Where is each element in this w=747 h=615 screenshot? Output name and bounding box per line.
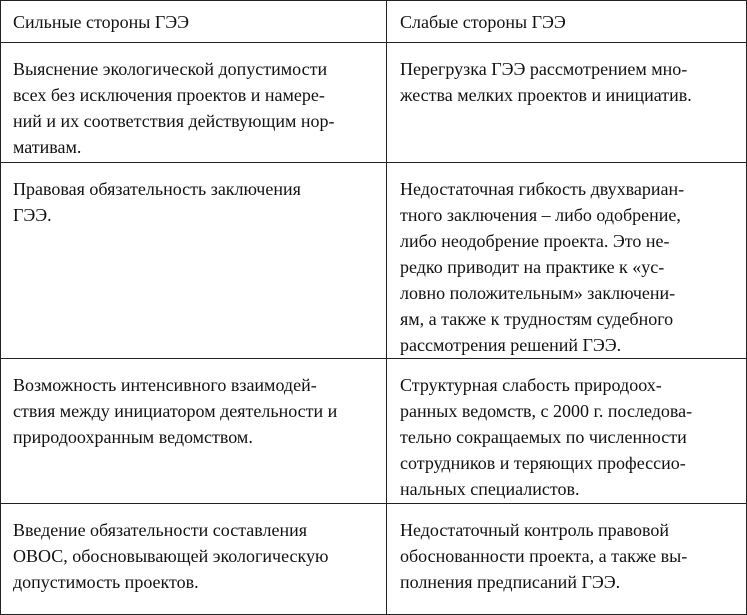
strength-cell bbox=[1, 163, 387, 359]
weakness-text: Недостаточный контроль правовой обоснованности проекта, а также вы- полнения предписаний ГЭЭ. bbox=[400, 520, 688, 592]
weakness-text: Недостаточная гибкость двухвариан- тного заключения – либо одобрение, либо неодобрение проекта. Это не- редко приводит на практике к «ус- ловно положительным» заключени- ям, а также к трудностям судебного рассмотрения решений ГЭЭ. bbox=[400, 179, 685, 355]
table-header-row bbox=[1, 1, 747, 43]
strength-text: Возможность интенсивного взаимодей- ствия между инициатором деятельности и природоохранным ведомством. bbox=[13, 375, 338, 447]
strength-text: Выяснение экологической допустимости всех без исключения проектов и намере- ний и их соответствия действующим нор- мативам. bbox=[13, 59, 335, 157]
header-weaknesses-label: Слабые стороны ГЭЭ bbox=[400, 12, 566, 32]
strength-cell bbox=[1, 43, 387, 163]
weakness-cell bbox=[387, 359, 747, 504]
table-row bbox=[1, 43, 747, 163]
table-row bbox=[1, 504, 747, 615]
weakness-cell bbox=[387, 163, 747, 359]
header-weaknesses bbox=[387, 1, 747, 43]
weakness-text: Перегрузка ГЭЭ рассмотрением мно- жества мелких проектов и инициатив. bbox=[400, 59, 692, 105]
strength-cell bbox=[1, 504, 387, 615]
table-row bbox=[1, 359, 747, 504]
weakness-text: Структурная слабость природоох- ранных ведомств, с 2000 г. последова- тельно сокращаемых по численности сотрудников и теряющих профессио- нальных специалистов. bbox=[400, 375, 693, 499]
weakness-cell bbox=[387, 43, 747, 163]
strength-text: Введение обязательности составления ОВОС, обосновывающей экологическую допустимость проектов. bbox=[13, 520, 329, 592]
header-strengths-label: Сильные стороны ГЭЭ bbox=[13, 12, 190, 32]
table-row bbox=[1, 163, 747, 359]
header-strengths bbox=[1, 1, 387, 43]
strength-text: Правовая обязательность заключения ГЭЭ. bbox=[13, 179, 301, 225]
weakness-cell bbox=[387, 504, 747, 615]
strength-cell bbox=[1, 359, 387, 504]
